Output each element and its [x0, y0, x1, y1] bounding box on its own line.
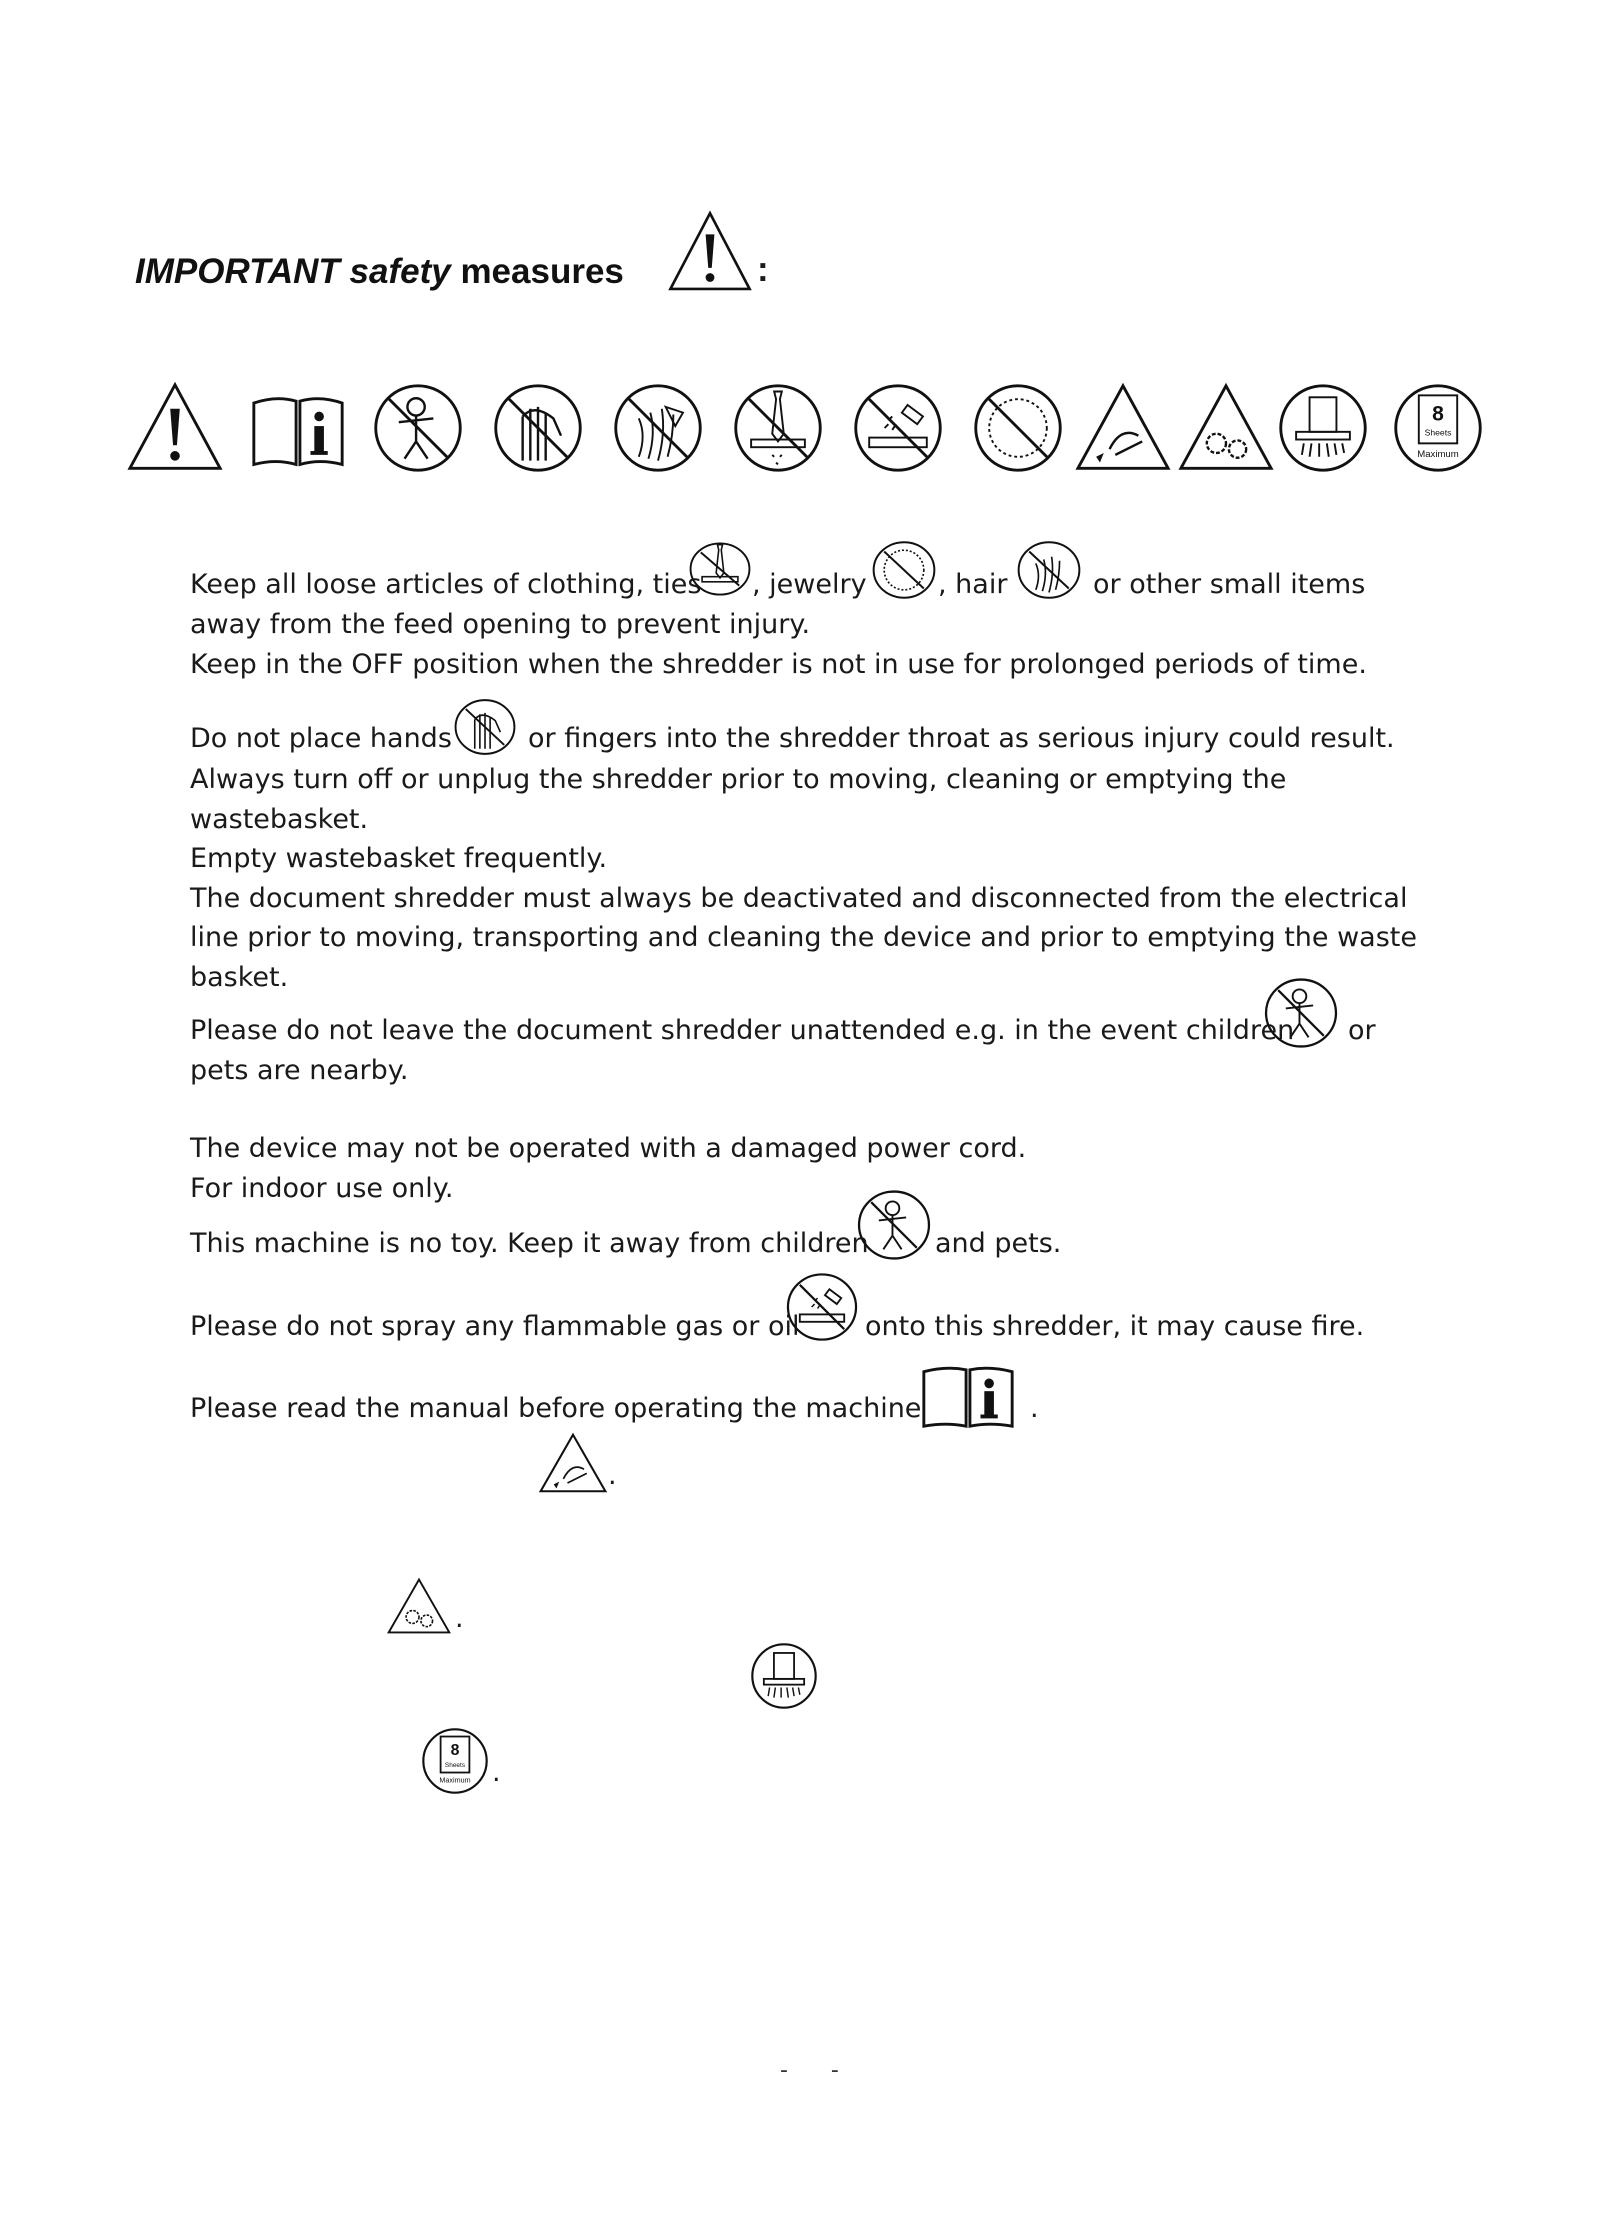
- text-line-1d: or other small items: [1093, 569, 1366, 600]
- warning-icon: [127, 380, 223, 476]
- cutting-hazard-icon: [1075, 380, 1171, 476]
- max-sheets-unit: Sheets: [444, 1761, 466, 1769]
- gears-hazard-icon: [385, 1577, 453, 1635]
- max-sheets-icon: [418, 1725, 492, 1797]
- text-line-16a: Please do not spray any flammable gas or oil: [190, 1311, 800, 1342]
- text-line-17b: .: [1030, 1393, 1039, 1424]
- cutting-hazard-icon: [537, 1432, 609, 1494]
- max-sheets-icon: [1390, 380, 1486, 476]
- text-line-15b: and pets.: [935, 1228, 1062, 1259]
- max-sheets-label: Maximum: [439, 1775, 471, 1785]
- no-hands-icon: [452, 695, 518, 759]
- page-title: [135, 252, 624, 292]
- text-line-12: pets are nearby.: [190, 1055, 409, 1086]
- no-spray-icon: [785, 1270, 859, 1344]
- no-jewelry-icon: [870, 537, 938, 603]
- max-sheets-unit: Sheets: [1424, 427, 1452, 438]
- text-line-1a: Keep all loose articles of clothing, ties: [190, 569, 702, 600]
- text-line-9: line prior to moving, transporting and cleaning the device and prior to emptying the waste: [190, 922, 1417, 953]
- text-line-10: basket.: [190, 962, 289, 993]
- no-hands-icon: [490, 380, 586, 476]
- manual-icon: [250, 380, 346, 476]
- no-children-icon: [855, 1187, 933, 1263]
- safety-icon-row: [0, 380, 1622, 480]
- no-hair-icon: [610, 380, 706, 476]
- no-jewelry-icon: [970, 380, 1066, 476]
- no-ties-icon: [730, 380, 826, 476]
- text-line-11a: Please do not leave the document shredder unattended e.g. in the event children: [190, 1015, 1295, 1046]
- text-line-4a: Do not place hands: [190, 723, 452, 754]
- text-line-15a: This machine is no toy. Keep it away from children: [190, 1228, 869, 1259]
- text-line-16b: onto this shredder, it may cause fire.: [865, 1311, 1365, 1342]
- text-line-8: The document shredder must always be deactivated and disconnected from the electrical: [190, 883, 1408, 914]
- manual-icon: [920, 1362, 1016, 1432]
- text-line-6: wastebasket.: [190, 804, 369, 835]
- max-sheets-label: Maximum: [1417, 448, 1459, 460]
- text-line-7: Empty wastebasket frequently.: [190, 843, 608, 874]
- trailing-dot-2: .: [455, 1603, 464, 1634]
- shredder-icon: [748, 1640, 820, 1712]
- no-spray-icon: [850, 380, 946, 476]
- text-line-4b: or fingers into the shredder throat as serious injury could result.: [528, 723, 1395, 754]
- title-emphasis: IMPORTANT safety: [135, 252, 451, 291]
- no-children-icon: [370, 380, 466, 476]
- title-rest: measures: [460, 252, 624, 291]
- text-line-11b: or: [1348, 1015, 1376, 1046]
- text-line-14: For indoor use only.: [190, 1173, 454, 1204]
- text-line-17a: Please read the manual before operating the machine: [190, 1393, 922, 1424]
- no-children-icon: [1262, 975, 1340, 1051]
- shredder-icon: [1275, 380, 1371, 476]
- text-line-13: The device may not be operated with a damaged power cord.: [190, 1133, 1027, 1164]
- trailing-dot-1: .: [608, 1460, 617, 1491]
- no-hair-icon: [1013, 537, 1085, 603]
- no-ties-icon: [688, 537, 752, 601]
- title-colon: :: [757, 250, 769, 289]
- text-line-1b: , jewelry: [752, 569, 867, 600]
- text-line-2: away from the feed opening to prevent injury.: [190, 609, 811, 640]
- page-number: - -: [780, 2058, 857, 2083]
- text-line-5: Always turn off or unplug the shredder prior to moving, cleaning or emptying the: [190, 764, 1287, 795]
- warning-icon: [666, 208, 754, 296]
- max-sheets-number: 8: [1432, 402, 1444, 426]
- max-sheets-number: 8: [450, 1742, 460, 1760]
- text-line-3: Keep in the OFF position when the shredder is not in use for prolonged periods of time.: [190, 649, 1367, 680]
- gears-hazard-icon: [1178, 380, 1274, 476]
- text-line-1c: , hair: [938, 569, 1008, 600]
- trailing-dot-3: .: [492, 1757, 501, 1788]
